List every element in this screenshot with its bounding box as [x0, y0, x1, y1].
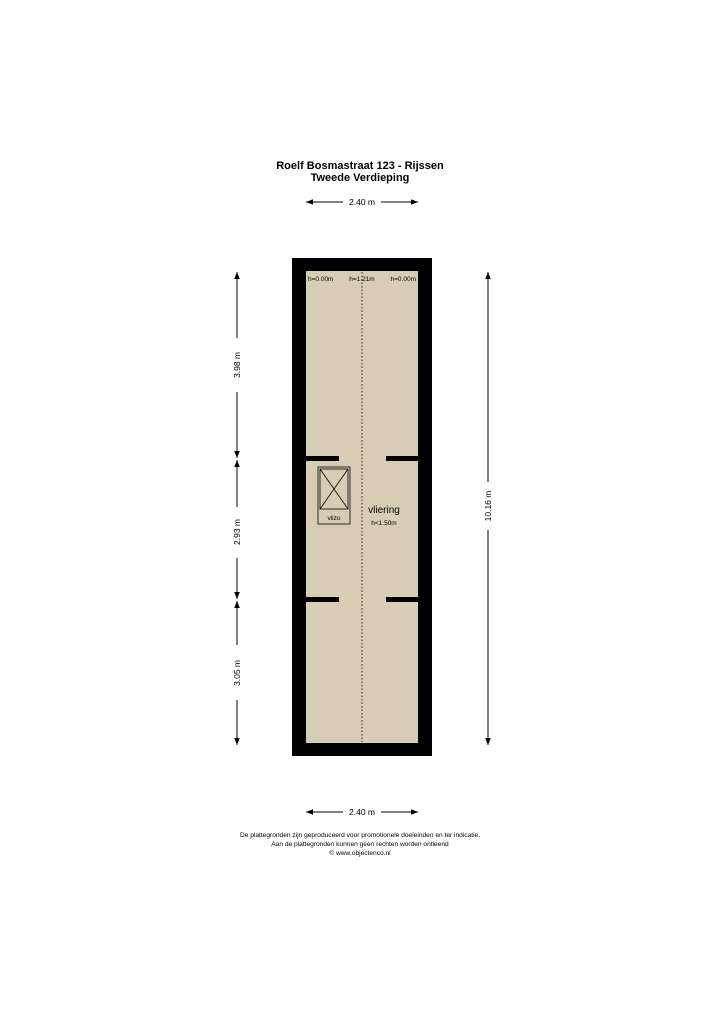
height-right-label: h=0.00m: [390, 276, 416, 283]
left-dimension-chain: [232, 272, 242, 745]
height-middle-label: h=1.21m: [349, 276, 375, 283]
top-width-label: 2.40 m: [349, 197, 375, 207]
disclaimer-line-2: Aan de plattegronden kunnen geen rechten worden ontleend: [271, 841, 449, 848]
bottom-width-label: 2.40 m: [349, 807, 375, 817]
room-name-label: vliering: [368, 505, 400, 516]
truss-stub-lower-left: [306, 597, 339, 602]
copyright-line: © www.objectenco.nl: [329, 850, 391, 857]
right-total-dimension: [483, 272, 493, 745]
plan-address-title: Roelf Bosmastraat 123 - Rijssen: [276, 160, 444, 172]
hatch-label: vlizo: [327, 515, 341, 522]
top-width-dimension: [306, 197, 418, 207]
truss-stub-upper-left: [306, 456, 339, 461]
plan-floor-title: Tweede Verdieping: [310, 172, 410, 184]
height-left-label: h=0.00m: [308, 276, 334, 283]
left-dim-1-label: 3.98 m: [232, 352, 242, 378]
left-dim-3-label: 3.05 m: [232, 660, 242, 686]
bottom-width-dimension: [306, 807, 418, 817]
disclaimer-line-1: De plattegronden zijn geproduceerd voor promotionele doeleinden en ter indicatie.: [239, 832, 481, 839]
truss-stub-lower-right: [386, 597, 418, 602]
truss-stub-upper-right: [386, 456, 418, 461]
room-height-label: h<1.50m: [371, 520, 397, 527]
left-dim-2-label: 2.93 m: [232, 519, 242, 545]
right-total-label: 10.16 m: [483, 490, 493, 522]
